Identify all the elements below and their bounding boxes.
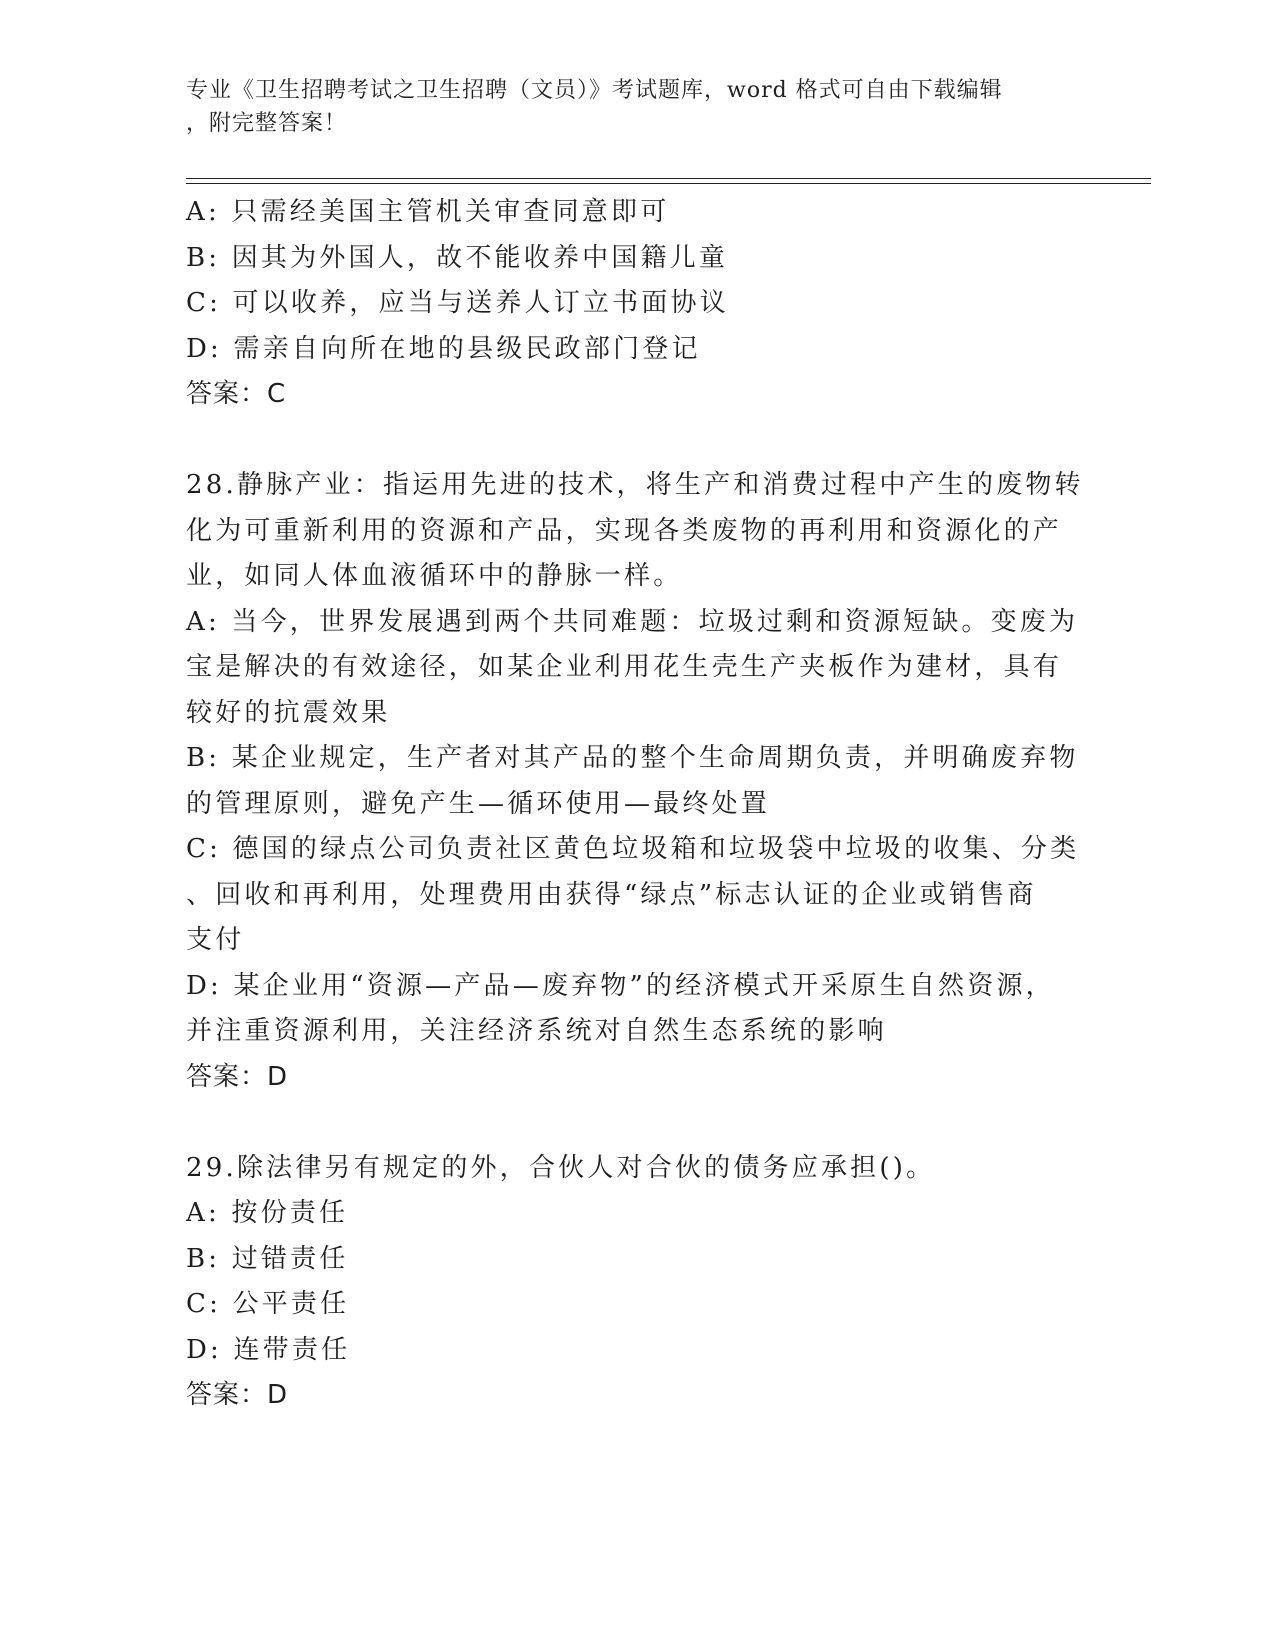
question-spacer [186, 418, 1076, 464]
header-text-line-1: 专业《卫生招聘考试之卫生招聘（文员）》考试题库，word 格式可自由下载编辑 [186, 78, 1003, 103]
option-c-line: 、回收和再利用，处理费用由获得“绿点”标志认证的企业或销售商 [186, 879, 1037, 910]
option-d: D: 需亲自向所在地的县级民政部门登记 [186, 333, 701, 364]
option-a-line: A: 当今，世界发展遇到两个共同难题：垃圾过剩和资源短缺。变废为 [186, 606, 1079, 637]
option-b: B: 因其为外国人，故不能收养中国籍儿童 [186, 242, 729, 273]
option-d-line: D: 某企业用“资源—产品—废弃物”的经济模式开采原生自然资源， [186, 970, 1055, 1001]
option-a: A: 按份责任 [186, 1198, 349, 1228]
question-27 [186, 190, 1076, 418]
header-divider-bottom [186, 183, 1151, 184]
header-divider-top [186, 178, 1151, 179]
option-b-line: B: 某企业规定，生产者对其产品的整个生命周期负责，并明确废弃物 [186, 743, 1079, 773]
answer-line: 答案：C [186, 379, 287, 409]
question-stem-line: 28.静脉产业：指运用先进的技术，将生产和消费过程中产生的废物转 [186, 470, 1084, 500]
answer-line: 答案：D [186, 1380, 289, 1410]
page-header [186, 74, 1066, 140]
question-28 [186, 463, 1084, 1100]
answer-line: 答案：D [186, 1061, 289, 1092]
question-list [186, 190, 1084, 1419]
option-a-line: 宝是解决的有效途径，如某企业利用花生壳生产夹板作为建材，具有 [186, 652, 1063, 682]
question-29 [186, 1146, 1076, 1419]
option-a: A: 只需经美国主管机关审查同意即可 [186, 197, 670, 227]
option-a-line: 较好的抗震效果 [186, 697, 391, 728]
option-c: C: 可以收养，应当与送养人订立书面协议 [186, 288, 729, 318]
header-text-line-2: ，附完整答案！ [186, 111, 348, 136]
question-stem-line: 业，如同人体血液循环中的静脉一样。 [186, 561, 683, 591]
question-stem-line: 化为可重新利用的资源和产品，实现各类废物的再利用和资源化的产 [186, 515, 1063, 546]
question-stem-line: 29.除法律另有规定的外，合伙人对合伙的债务应承担()。 [186, 1152, 936, 1183]
option-c-line: 支付 [186, 925, 245, 955]
option-b: B: 过错责任 [186, 1243, 349, 1274]
option-b-line: 的管理原则，避免产生—循环使用—最终处置 [186, 788, 771, 819]
option-d: D: 连带责任 [186, 1334, 351, 1365]
option-d-line: 并注重资源利用，关注经济系统对自然生态系统的影响 [186, 1016, 887, 1046]
question-spacer [186, 1100, 1076, 1146]
option-c-line: C: 德国的绿点公司负责社区黄色垃圾箱和垃圾袋中垃圾的收集、分类 [186, 834, 1080, 864]
option-c: C: 公平责任 [186, 1289, 350, 1319]
